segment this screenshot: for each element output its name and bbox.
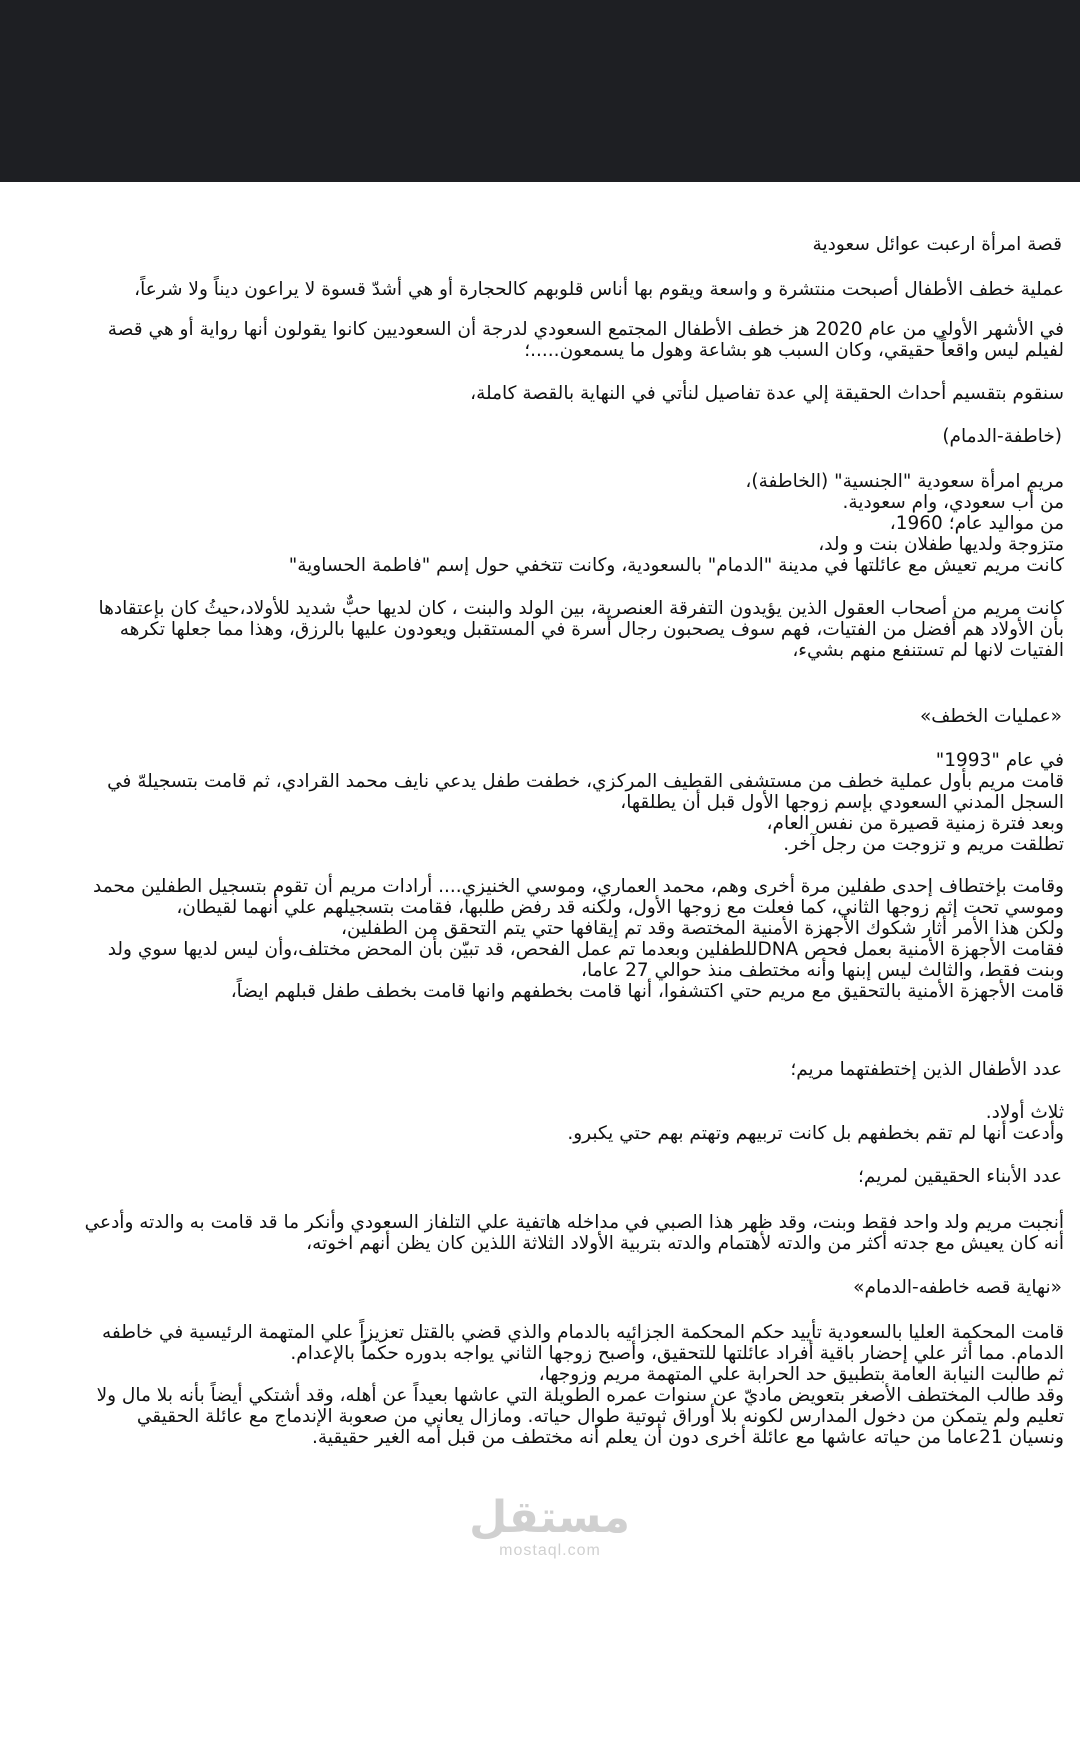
paragraph-line: متزوجة ولديها طفلان بنت و ولد، <box>818 534 1064 555</box>
paragraph-line: وقامت بإختطاف إحدى طفلين مرة أخرى وهم، محمد العماري، وموسي الخنيزي.... أرادات مريم أن تقوم بتسجيل الطفلين محمد <box>93 876 1064 897</box>
paragraph-line: وأدعت أنها لم تقم بخطفهم بل كانت تربيهم وتهتم بهم حتي يكبرو. <box>567 1123 1064 1144</box>
paragraph-line: من أب سعودي، وام سعودية. <box>842 492 1064 513</box>
paragraph-line: قامت الأجهزة الأمنية بالتحقيق مع مريم حتي اكتشفوا، أنها قامت بخطفهم وانها قامت بخطف طفل قبلهم ايضاً، <box>230 981 1064 1002</box>
section-heading: (خاطفة-الدمام) <box>942 426 1062 447</box>
watermark-url: mostaql.com <box>499 1542 601 1559</box>
section-heading: «نهاية قصه خاطفه-الدمام» <box>853 1277 1062 1298</box>
paragraph-line: قامت مريم بأول عملية خطف من مستشفى القطيف المركزي، خطفت طفل يدعي نايف محمد القرادي، ثم قامت بتسجيلهّ في <box>107 771 1064 792</box>
paragraph-line: عملية خطف الأطفال أصبحت منتشرة و واسعة ويقوم بها أناس قلوبهم كالحجارة أو هي أشدّ قسوة لا يراعون ديناً ولا شرعاً، <box>134 279 1064 300</box>
paragraph-line: بأن الأولاد هم أفضل من الفتيات، فهم سوف يصحبون رجال أسرة في المستقبل ويعودون عليها بالرزق، وهذا مما جعلها تكرهه <box>119 619 1064 640</box>
paragraph-line: فقامت الأجهزة الأمنية بعمل فحص DNAللطفلين وبعدما تم عمل الفحص، قد تبيّن بأن المحض مختلف،وأن ليس لديها سوي ولد <box>107 939 1064 960</box>
section-heading: «عمليات الخطف» <box>919 706 1062 727</box>
paragraph-line: وبنت فقط، والثالث ليس إبنها وأنه مختطف منذ حوالي 27 عاما، <box>581 960 1064 981</box>
paragraph-line: تعليم ولم يتمكن من دخول المدارس لكونه بلا أوراق ثبوتية طوال حياته. ومازال يعاني من صعوبة الإندماج مع عائلة الحقيقي <box>136 1406 1064 1427</box>
paragraph-line: ونسيان 21عاما من حياته عاشها مع عائلة أخرى دون أن يعلم أنه مختطف من قبل أمه الغير حقيقية. <box>311 1427 1064 1448</box>
paragraph-line: وبعد فترة زمنية قصيرة من نفس العام، <box>766 813 1064 834</box>
top-dark-bar <box>0 0 1080 182</box>
paragraph-line: أنه كان يعيش مع جدته أكثر من والدته لأهتمام والدته بتربية الأولاد الثلاثة اللذين كان يظن أنهم اخوته، <box>306 1233 1064 1254</box>
paragraph-line: سنقوم بتقسيم أحداث الحقيقة إلي عدة تفاصيل لنأتي في النهاية بالقصة كاملة، <box>470 383 1064 404</box>
section-heading: عدد الأبناء الحقيقين لمريم؛ <box>858 1166 1062 1187</box>
paragraph-line: في الأشهر الأولي من عام 2020 هز خطف الأطفال المجتمع السعودي لدرجة أن السعوديين كانوا يقولون أنها رواية أو هي قصة <box>107 319 1064 340</box>
paragraph-line: أنجبت مريم ولد واحد فقط وبنت، وقد ظهر هذا الصبي في مداخله هاتفية علي التلفاز السعودي وأنكر ما قد قامت به والدته وأدعي <box>84 1212 1064 1233</box>
paragraph-line: كانت مريم من أصحاب العقول الذين يؤيدون التفرقة العنصرية، بين الولد والبنت ، كان لديها حبٌّ شديد للأولاد،حيثُ كان بإعتقادها <box>98 598 1064 619</box>
paragraph-line: ولكن هذا الأمر أثار شكوك الأجهزة الأمنية المختصة وقد تم إيقافها حتي يتم التحقق من الطفلين، <box>341 918 1064 939</box>
paragraph-line: السجل المدني السعودي بإسم زوجها الأول قبل أن يطلقها، <box>620 792 1064 813</box>
watermark-arabic: مستقل <box>469 1492 630 1543</box>
document-title: قصة امرأة ارعبت عوائل سعودية <box>812 234 1062 255</box>
paragraph-line: وموسي تحت إثم زوجها الثاني، كما فعلت مع زوجها الأول، ولكنه قد رفض طلبها، فقامت بتسجيلهم علي أنهما لقيطان، <box>176 897 1064 918</box>
paragraph-line: كانت مريم تعيش مع عائلتها في مدينة "الدمام" بالسعودية، وكانت تتخفي حول إسم "فاطمة الحساوية" <box>288 555 1064 576</box>
paragraph-line: في عام "1993" <box>935 750 1064 771</box>
paragraph-line: ثلاث أولاد. <box>985 1102 1064 1123</box>
paragraph-line: قامت المحكمة العليا بالسعودية تأييد حكم المحكمة الجزائيه بالدمام والذي قضي بالقتل تعزيزاً علي المتهمة الرئيسية في خاطفه <box>101 1322 1064 1343</box>
paragraph-line: من مواليد عام؛ 1960، <box>889 513 1064 534</box>
paragraph-line: لفيلم ليس واقعاً حقيقي، وكان السبب هو بشاعة وهول ما يسمعون.....؛ <box>524 340 1064 361</box>
paragraph-line: مريم امرأة سعودية "الجنسية" (الخاطفة)، <box>745 471 1064 492</box>
paragraph-line: ثم طالبت النيابة العامة بتطبيق حد الحرابة علي المتهمة مريم وزوجها، <box>538 1364 1064 1385</box>
paragraph-line: تطلقت مريم و تزوجت من رجل آخر. <box>783 834 1064 855</box>
document-page <box>0 182 1080 1744</box>
section-heading: عدد الأطفال الذين إختطفتهما مريم؛ <box>790 1059 1062 1080</box>
paragraph-line: الفتيات لانها لم تستنفع منهم بشيء، <box>792 640 1064 661</box>
paragraph-line: الدمام. مما أثر علي إحضار باقية أفراد عائلتها للتحقيق، وأصبح زوجها الثاني يواجه بدوره حكماً بالإعدام. <box>290 1343 1064 1364</box>
paragraph-line: وقد طالب المختطف الأصغر بتعويض ماديّ عن سنوات عمره الطويلة التي عاشها بعيداً عن أهله، وقد أشتكي أيضاً بأنه بلا مال ولا <box>96 1385 1064 1406</box>
